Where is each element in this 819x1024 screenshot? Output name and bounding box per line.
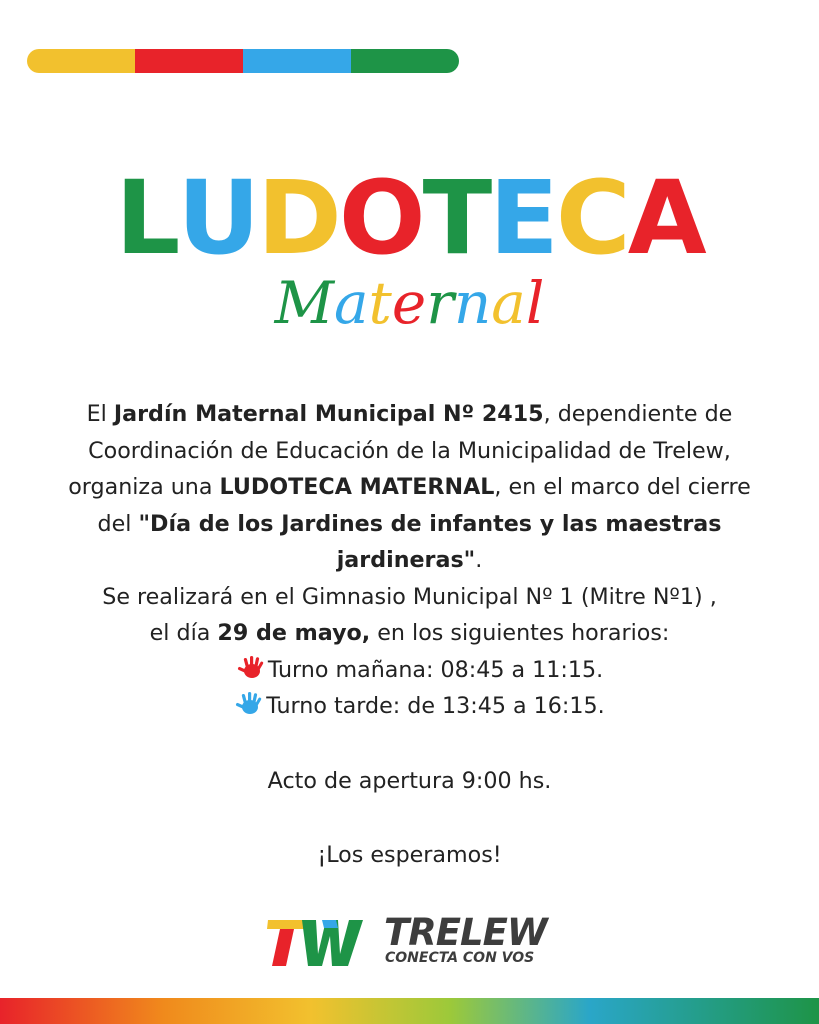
text: , dependiente de: [543, 401, 733, 427]
page-subtitle: [0, 269, 819, 337]
text: .: [475, 547, 483, 573]
subtitle-letter: l: [525, 269, 545, 337]
body-line: [40, 542, 779, 579]
hand-icon: [236, 655, 266, 681]
body-line: [40, 469, 779, 506]
title-letter: C: [555, 159, 628, 278]
color-segment-green: [351, 49, 459, 73]
celebration-name-end: jardineras": [336, 547, 476, 573]
text: , en el marco del cierre: [494, 474, 751, 500]
title-letter: L: [115, 159, 178, 278]
brand-name: TRELEW: [384, 911, 547, 954]
color-segment-blue: [243, 49, 351, 73]
text: del: [97, 510, 139, 537]
title-letter: U: [177, 159, 258, 278]
top-color-bar: [27, 49, 459, 73]
celebration-name: "Día de los Jardines de infantes y las maestras: [138, 510, 722, 537]
title-letter: A: [627, 159, 704, 278]
closing-greeting: ¡Los esperamos!: [317, 842, 502, 868]
body-line: Coordinación de Educación de la Municipalidad de Trelew,: [88, 437, 731, 464]
brand-slogan: CONECTA CON VOS: [385, 950, 535, 966]
subtitle-letter: r: [426, 269, 454, 337]
subtitle-letter: M: [274, 269, 334, 337]
text: el día: [149, 620, 218, 646]
schedule-text: Turno mañana: 08:45 a 11:15.: [267, 656, 604, 683]
color-segment-red: [135, 49, 243, 73]
schedule-text: Turno tarde: de 13:45 a 16:15.: [266, 693, 605, 719]
title-letter: T: [422, 159, 490, 278]
trelew-logo: [266, 911, 556, 970]
event-date: 29 de mayo,: [217, 620, 371, 646]
text: en los siguientes horarios:: [370, 620, 670, 646]
title-letter: D: [257, 159, 339, 278]
subtitle-letter: a: [333, 269, 369, 337]
page-title: [0, 159, 819, 278]
text: El: [86, 401, 114, 427]
bottom-gradient-bar: [0, 998, 819, 1024]
title-letter: O: [338, 159, 423, 278]
subtitle-letter: a: [491, 269, 526, 337]
color-segment-yellow: [27, 49, 135, 73]
subtitle-letter: n: [453, 269, 492, 337]
school-name: Jardín Maternal Municipal Nº 2415: [113, 401, 544, 427]
schedule-morning: [40, 652, 779, 689]
body-line: [40, 506, 779, 543]
subtitle-letter: e: [391, 269, 427, 337]
event-name: LUDOTECA MATERNAL: [219, 474, 495, 500]
subtitle-letter: t: [368, 269, 392, 337]
opening-act: Acto de apertura 9:00 hs.: [267, 767, 552, 794]
body-line: [40, 396, 779, 433]
schedule-afternoon: [40, 688, 779, 725]
announcement-body: [40, 396, 779, 874]
body-line: [40, 615, 779, 652]
text: organiza una: [68, 474, 220, 500]
body-line: Se realizará en el Gimnasio Municipal Nº 1 (Mitre Nº1) ,: [102, 583, 717, 610]
hand-icon: [234, 691, 264, 717]
title-letter: E: [489, 159, 556, 278]
trelew-logo-mark: [266, 914, 370, 968]
